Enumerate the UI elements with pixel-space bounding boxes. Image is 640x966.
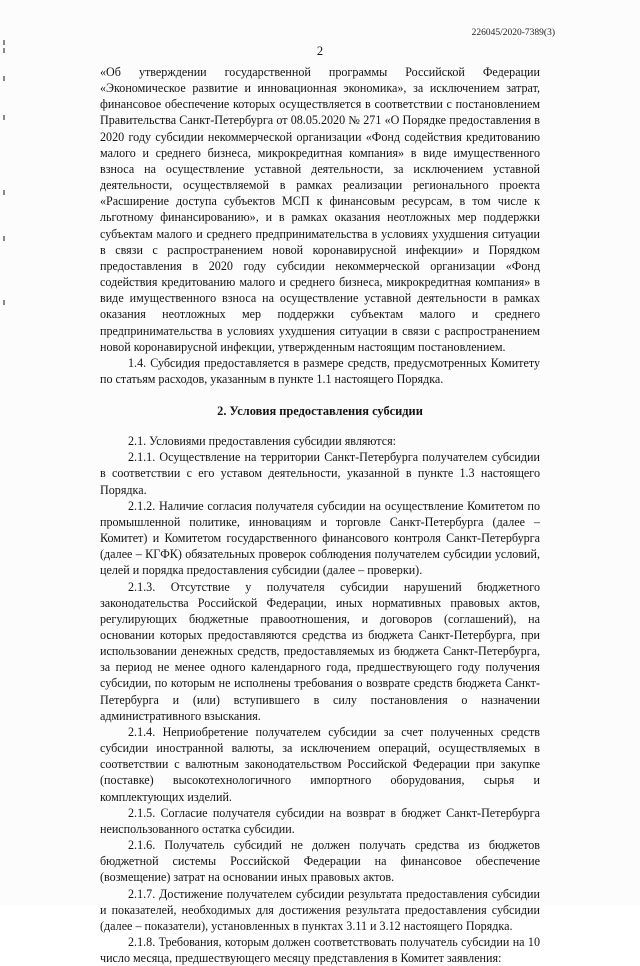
document-body [100,64,540,966]
page-number: 2 [316,44,324,58]
paragraph-1-4: 1.4. Субсидия предоставляется в размере средств, предусмотренных Комитету по статьям расходов, указанным в пункте 1.1 настоящего Порядка. [100,355,540,386]
scan-margin-marks [3,40,11,360]
paragraph-2-1-5: 2.1.5. Согласие получателя субсидии на возврат в бюджет Санкт-Петербурга неиспользованного остатка субсидии. [100,805,540,836]
paragraph-continuation: «Об утверждении государственной программы Российской Федерации «Экономическое развитие и инновационная экономика», за исключением затрат, финансовое обеспечение которых осуществляется в соответствии с постановлением Правительства Санкт-Петербурга от 08.05.2020 № 271 «О Порядке предоставления в 2020 году субсидии некоммерческой организации «Фонд содействия кредитованию малого и среднего бизнеса, микрокредитная компания» в виде имущественного взноса на осуществление уставной деятельности, за исключением уставной деятельности, осуществляемой в рамках реализации регионального проекта «Расширение доступа субъектов МСП к финансовым ресурсам, в том числе к льготному финансированию», и в рамках оказания неотложных мер поддержки субъектам малого и среднего предпринимательства в условиях ухудшения ситуации в связи с распространением новой коронавирусной инфекции» и Порядком предоставления в 2020 году субсидии некоммерческой организации «Фонд содействия кредитованию малого и среднего бизнеса, микрокредитная компания» в виде имущественного взноса на осуществление уставной деятельности в рамках оказания неотложных мер поддержки субъектам малого и среднего предпринимательства в условиях ухудшения ситуации в связи с распространением новой коронавирусной инфекции, утвержденным настоящим постановлением. [100,65,540,354]
paragraph-2-1-3: 2.1.3. Отсутствие у получателя субсидии нарушений бюджетного законодательства Российской Федерации, иных нормативных правовых актов, регулирующих бюджетные правоотношения, и договоров (соглашений), на основании которых предоставляются средства из бюджета Санкт-Петербурга, при использовании денежных средств, предоставляемых из бюджета Санкт-Петербурга, за период не менее одного календарного года, предшествующего году получения субсидии, по которым не исполнены требования о возврате средств бюджета Санкт-Петербурга и (или) вступившего в силу постановления о назначении административного взыскания. [100,579,540,723]
section-2-title: 2. Условия предоставления субсидии [217,404,423,419]
paragraph-2-1: 2.1. Условиями предоставления субсидии являются: [128,434,397,449]
document-number: 226045/2020-7389(3) [471,28,555,38]
paragraph-2-1-2: 2.1.2. Наличие согласия получателя субсидии на осуществление Комитетом по промышленной политике, инновациям и торговле Санкт-Петербурга (далее – Комитет) и Комитетом государственного финансового контроля Санкт-Петербурга (далее – КГФК) обязательных проверок соблюдения получателем субсидии условий, целей и порядка предоставления субсидии (далее – проверки). [100,498,540,578]
paragraph-2-1-8: 2.1.8. Требования, которым должен соответствовать получатель субсидии на 10 число месяца, предшествующего месяцу представления в Комитет заявления: [100,934,540,966]
paragraph-2-1-1: 2.1.1. Осуществление на территории Санкт-Петербурга получателем субсидии в соответствии с его уставом деятельности, указанной в пункте 1.3 настоящего Порядка. [100,450,540,497]
paragraph-2-1-4: 2.1.4. Неприобретение получателем субсидии за счет полученных средств субсидии иностранной валюты, за исключением операций, осуществляемых в соответствии с валютным законодательством Российской Федерации при закупке (поставке) высокотехнологичного импортного оборудования, сырья и комплектующих изделий. [100,724,540,804]
paragraph-2-1-7: 2.1.7. Достижение получателем субсидии результата предоставления субсидии и показателей, необходимых для достижения результата предоставления субсидии (далее – показатели), установленных в пунктах 3.11 и 3.12 настоящего Порядка. [100,886,540,933]
paragraph-2-1-6: 2.1.6. Получатель субсидий не должен получать средства из бюджетов бюджетной системы Российской Федерации на финансовое обеспечение (возмещение) затрат на основании иных правовых актов. [100,838,540,885]
